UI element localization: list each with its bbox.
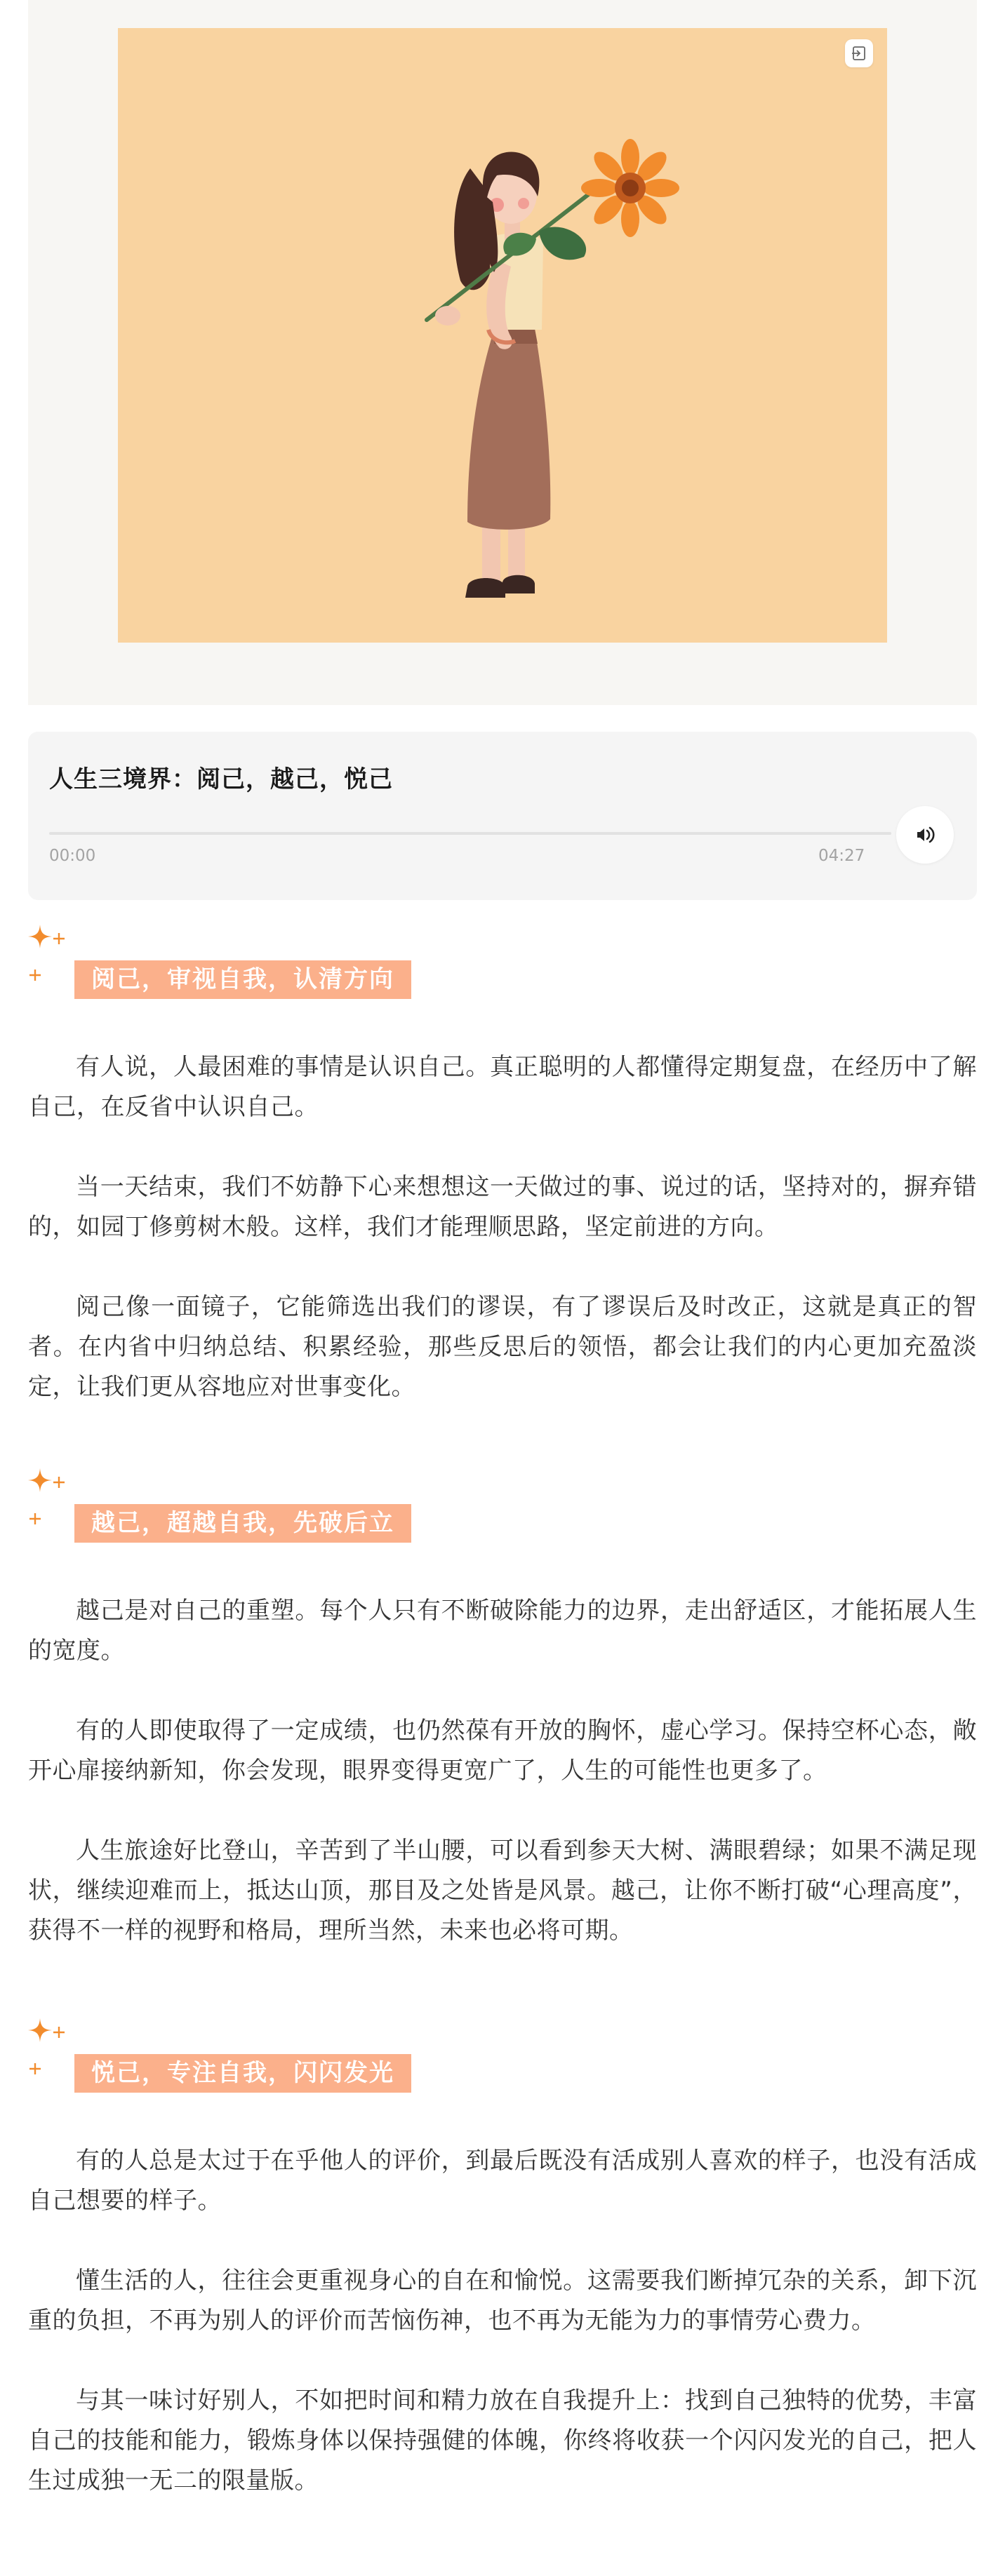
section-title: 阅己，审视自我，认清方向 <box>74 960 411 999</box>
audio-title: 人生三境界：阅己，越己，悦己 <box>49 765 393 793</box>
paragraph: 当一天结束，我们不妨静下心来想想这一天做过的事、说过的话，坚持对的，摒弃错的，如园丁修剪树木般。这样，我们才能理顺思路，坚定前进的方向。 <box>28 1173 977 1241</box>
section-heading <box>28 1468 977 1545</box>
plus-icon <box>28 1512 42 1526</box>
small-sparkle-icon <box>52 1475 66 1489</box>
illustration <box>118 28 887 643</box>
section-heading <box>28 925 977 1002</box>
sparkle-icon <box>28 1468 52 1492</box>
section-title: 越己，超越自我，先破后立 <box>74 1504 411 1543</box>
section-reflect <box>28 925 977 1407</box>
speaker-icon <box>912 821 938 848</box>
paragraph: 有的人即使取得了一定成绩，也仍然葆有开放的胸怀，虚心学习。保持空杯心态，敞开心扉接纳新知，你会发现，眼界变得更宽广了，人生的可能性也更多了。 <box>28 1717 977 1785</box>
small-sparkle-icon <box>52 2025 66 2039</box>
paragraph: 阅己像一面镜子，它能筛选出我们的谬误，有了谬误后及时改正，这就是真正的智者。在内省中归纳总结、积累经验，那些反思后的领悟，都会让我们的内心更加充盈淡定，让我们更从容地应对世事变化。 <box>28 1293 977 1401</box>
sparkle-icon <box>28 925 52 948</box>
paragraph: 人生旅途好比登山，辛苦到了半山腰，可以看到参天大树、满眼碧绿；如果不满足现状，继续迎难而上，抵达山顶，那目及之处皆是风景。越己，让你不断打破“心理高度”，获得不一样的视野和格局，理所当然，未来也必将可期。 <box>28 1837 977 1945</box>
girl-with-sunflower-illustration <box>118 28 887 643</box>
paragraph: 懂生活的人，往往会更重视身心的自在和愉悦。这需要我们断掉冗杂的关系，卸下沉重的负担，不再为别人的评价而苦恼伤神，也不再为无能为力的事情劳心费力。 <box>28 2267 977 2335</box>
section-heading <box>28 2018 977 2095</box>
plus-icon <box>28 968 42 982</box>
exit-fullscreen-button[interactable] <box>845 39 873 67</box>
paragraph: 有的人总是太过于在乎他人的评价，到最后既没有活成别人喜欢的样子，也没有活成自己想要的样子。 <box>28 2147 977 2215</box>
section-please-self <box>28 2018 977 2501</box>
audio-current-time: 00:00 <box>49 847 96 865</box>
sparkle-icon <box>28 2018 52 2042</box>
section-surpass <box>28 1468 977 1951</box>
paragraph: 与其一味讨好别人，不如把时间和精力放在自我提升上：找到自己独特的优势，丰富自己的技能和能力，锻炼身体以保持强健的体魄，你终将收获一个闪闪发光的自己，把人生过成独一无二的限量版。 <box>28 2387 977 2495</box>
paragraph: 有人说，人最困难的事情是认识自己。真正聪明的人都懂得定期复盘，在经历中了解自己，在反省中认识自己。 <box>28 1053 977 1121</box>
audio-duration: 04:27 <box>818 847 865 865</box>
audio-player <box>28 732 977 900</box>
audio-progress-bar[interactable] <box>49 832 891 835</box>
section-title: 悦己，专注自我，闪闪发光 <box>74 2054 411 2093</box>
small-sparkle-icon <box>52 932 66 946</box>
audio-play-button[interactable] <box>896 806 954 864</box>
illustration-card <box>28 0 977 705</box>
paragraph: 越己是对自己的重塑。每个人只有不断破除能力的边界，走出舒适区，才能拓展人生的宽度。 <box>28 1597 977 1665</box>
plus-icon <box>28 2062 42 2076</box>
exit-fullscreen-icon <box>851 45 867 62</box>
